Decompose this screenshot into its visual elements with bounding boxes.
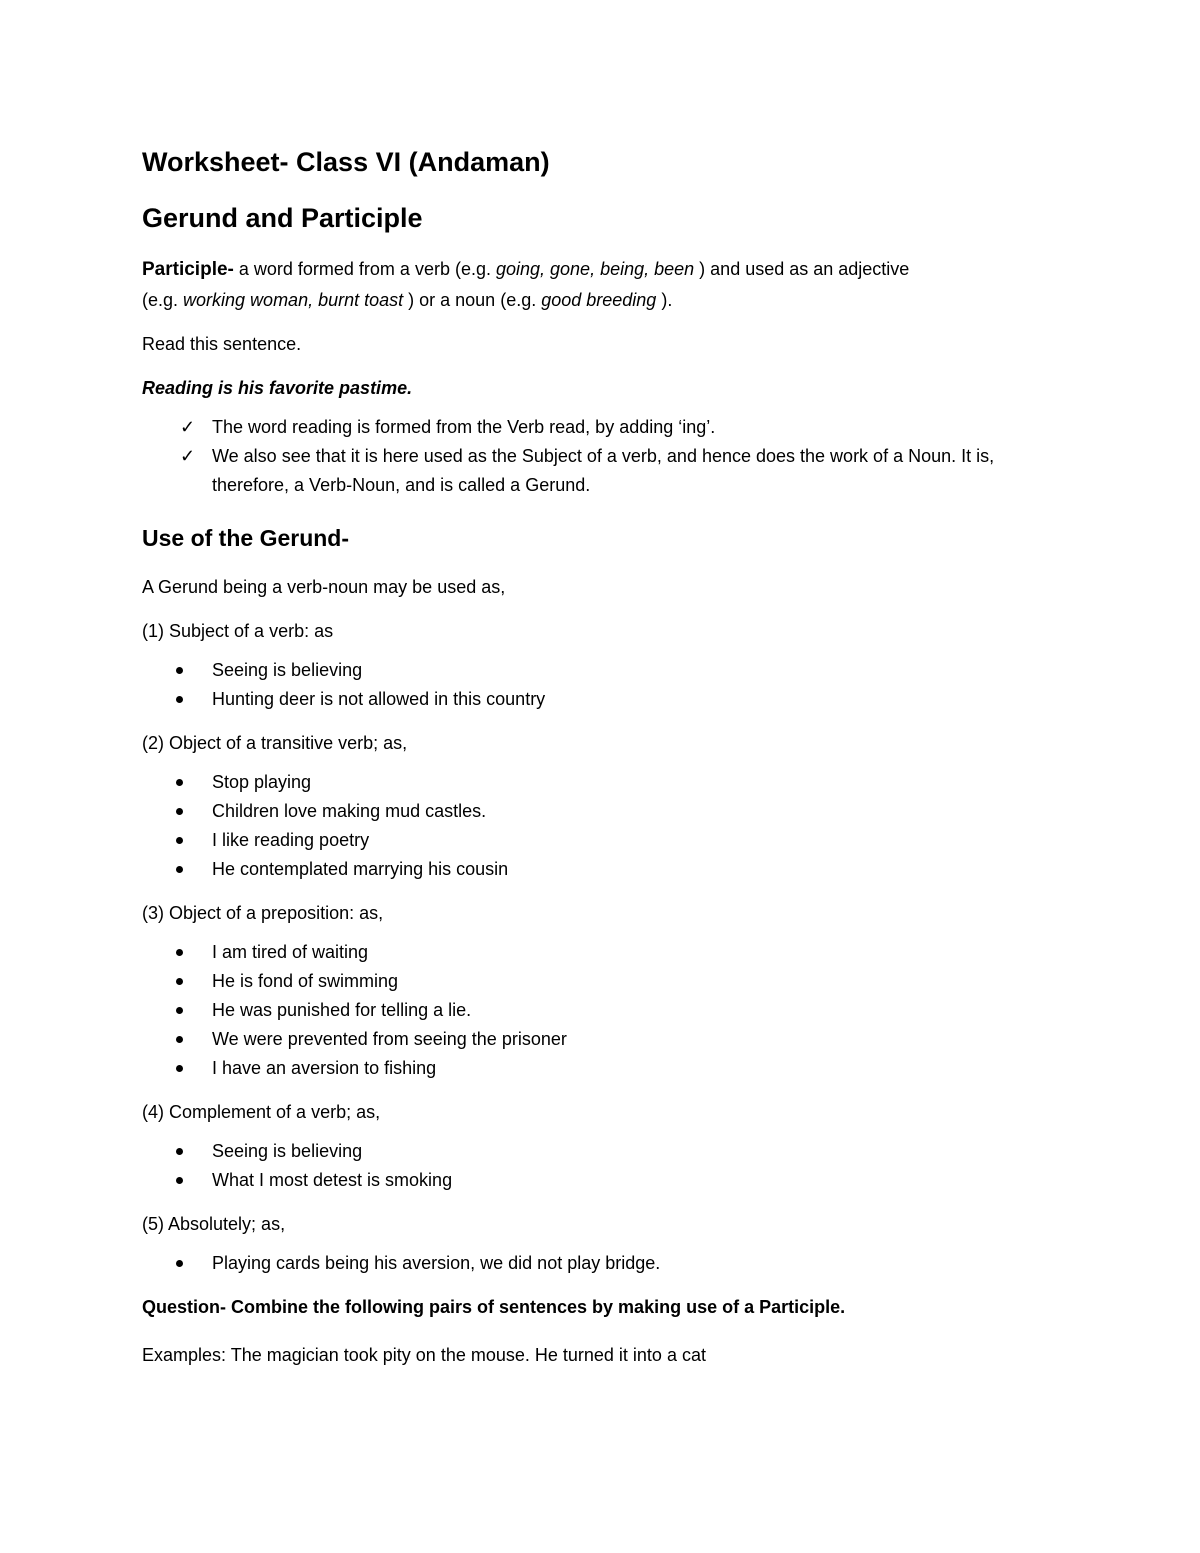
- example-list: [142, 1249, 1062, 1278]
- list-item-text: I like reading poetry: [212, 830, 370, 850]
- bullet-icon: [176, 837, 183, 844]
- list-item: [142, 442, 1062, 500]
- list-item-text: Children love making mud castles.: [212, 801, 487, 821]
- participle-definition: [142, 254, 1062, 315]
- list-item-text: I am tired of waiting: [212, 942, 369, 962]
- list-item: [142, 996, 1062, 1025]
- list-item: [142, 967, 1062, 996]
- definition-example: going, gone, being, been: [495, 259, 695, 279]
- bullet-icon: [176, 1065, 183, 1072]
- page-title: Worksheet- Class VI (Andaman): [142, 147, 550, 177]
- use-label: (1) Subject of a verb: as: [142, 621, 334, 641]
- list-item: [142, 1137, 1062, 1166]
- bullet-icon: [176, 949, 183, 956]
- bullet-icon: [176, 667, 183, 674]
- use-label: (5) Absolutely; as,: [142, 1214, 286, 1234]
- list-item-text: He contemplated marrying his cousin: [212, 859, 509, 879]
- question-heading: Question- Combine the following pairs of sentences by making use of a Participle.: [142, 1297, 846, 1317]
- definition-text: (e.g.: [142, 290, 184, 310]
- list-item: [142, 413, 1062, 442]
- list-item: [142, 685, 1062, 714]
- list-item: [142, 938, 1062, 967]
- bullet-icon: [176, 808, 183, 815]
- definition-text: ).: [656, 290, 673, 310]
- list-item: [142, 826, 1062, 855]
- explanation-list: [142, 413, 1062, 500]
- page-subtitle: Gerund and Participle: [142, 203, 423, 233]
- list-item: [142, 855, 1062, 884]
- list-item: [142, 768, 1062, 797]
- list-item: [142, 656, 1062, 685]
- bullet-icon: [176, 1177, 183, 1184]
- list-item-text: Playing cards being his aversion, we did not play bridge.: [212, 1253, 661, 1273]
- example-list: [142, 1137, 1062, 1195]
- list-item-text: I have an aversion to fishing: [212, 1058, 437, 1078]
- list-item: [142, 1025, 1062, 1054]
- bullet-icon: [176, 866, 183, 873]
- definition-example: working woman, burnt toast: [183, 290, 404, 310]
- definition-text: ) or a noun (e.g.: [403, 290, 542, 310]
- bullet-icon: [176, 1007, 183, 1014]
- use-label: (2) Object of a transitive verb; as,: [142, 733, 408, 753]
- bullet-icon: [176, 1036, 183, 1043]
- list-item: [142, 1249, 1062, 1278]
- use-intro: A Gerund being a verb-noun may be used as,: [142, 577, 506, 597]
- bullet-icon: [176, 1260, 183, 1267]
- list-item-text: He is fond of swimming: [212, 971, 399, 991]
- use-label: (3) Object of a preposition: as,: [142, 903, 384, 923]
- list-item: [142, 1054, 1062, 1083]
- list-item-text: Seeing is believing: [212, 1141, 363, 1161]
- bullet-icon: [176, 779, 183, 786]
- examples-line: Examples: The magician took pity on the mouse. He turned it into a cat: [142, 1345, 706, 1365]
- list-item-text: The word reading is formed from the Verb read, by adding ‘ing’.: [212, 417, 716, 437]
- definition-term: Participle-: [142, 259, 234, 280]
- list-item-text: Seeing is believing: [212, 660, 363, 680]
- list-item-text: He was punished for telling a lie.: [212, 1000, 472, 1020]
- example-list: [142, 768, 1062, 884]
- list-item-text: We were prevented from seeing the prisoner: [212, 1029, 567, 1049]
- worksheet-page: [142, 140, 1062, 1370]
- read-instruction: Read this sentence.: [142, 334, 302, 354]
- list-item: [142, 1166, 1062, 1195]
- list-item: [142, 797, 1062, 826]
- checkmark-icon: ✓: [180, 417, 196, 437]
- list-item-text: Hunting deer is not allowed in this country: [212, 689, 546, 709]
- use-label: (4) Complement of a verb; as,: [142, 1102, 381, 1122]
- checkmark-icon: ✓: [180, 446, 196, 466]
- section-heading: Use of the Gerund-: [142, 525, 350, 551]
- definition-text: a word formed from a verb (e.g.: [233, 259, 496, 279]
- list-item-text: What I most detest is smoking: [212, 1170, 453, 1190]
- example-list: [142, 656, 1062, 714]
- bullet-icon: [176, 1148, 183, 1155]
- bullet-icon: [176, 696, 183, 703]
- bullet-icon: [176, 978, 183, 985]
- list-item-text: We also see that it is here used as the Subject of a verb, and hence does the work of a Noun. It is, therefore, a Verb-Noun, and is called a Gerund.: [212, 446, 995, 495]
- example-list: [142, 938, 1062, 1083]
- definition-example: good breeding: [541, 290, 657, 310]
- list-item-text: Stop playing: [212, 772, 312, 792]
- example-sentence: Reading is his favorite pastime.: [142, 378, 413, 398]
- definition-text: ) and used as an adjective: [694, 259, 910, 279]
